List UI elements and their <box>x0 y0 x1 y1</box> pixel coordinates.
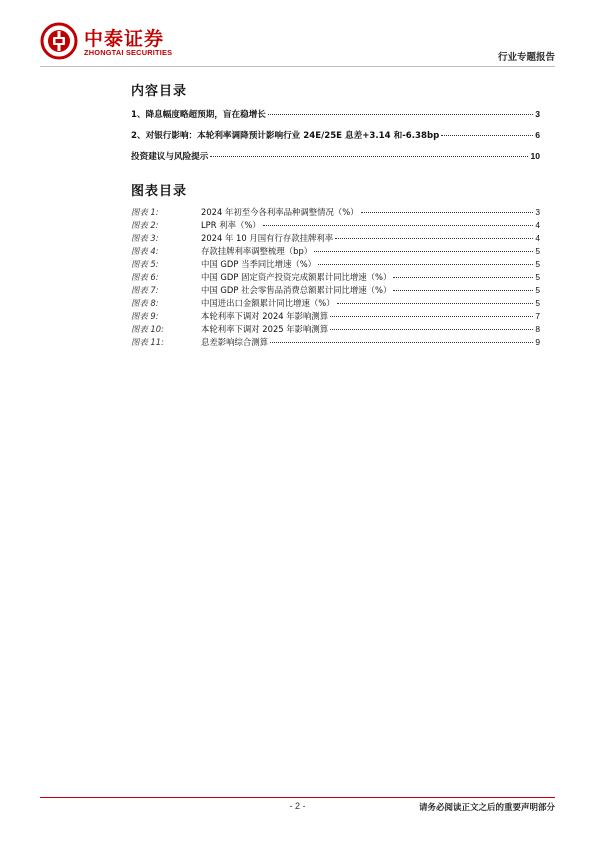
toc-entry-text: 2、对银行影响：本轮利率调降预计影响行业 24E/25E 息差+3.14 和-6.38bp <box>131 131 440 141</box>
dot-leader <box>335 237 533 239</box>
dot-leader <box>318 263 533 265</box>
figure-title: 本轮利率下调对 2024 年影响测算 <box>201 311 329 321</box>
figure-page: 5 <box>535 272 540 282</box>
figure-label: 图表 8: <box>131 298 159 308</box>
dot-leader <box>314 250 533 252</box>
toc-entry-text: 1、降息幅度略超预期，盲在稳增长 <box>131 110 266 120</box>
figure-page: 4 <box>535 233 540 243</box>
page-number: - 2 - <box>289 801 306 811</box>
dot-leader <box>393 289 533 291</box>
page-header <box>40 22 555 66</box>
figure-title: LPR 利率（%） <box>201 220 261 230</box>
figure-entry[interactable] <box>131 271 540 283</box>
figure-page: 7 <box>535 311 540 321</box>
figure-label: 图表 6: <box>131 272 159 282</box>
dot-leader <box>337 302 534 304</box>
toc-title: 内容目录 <box>131 84 188 99</box>
figure-title: 中国 GDP 当季同比增速（%） <box>201 259 317 269</box>
figure-entry[interactable] <box>131 297 540 309</box>
figure-label: 图表 2: <box>131 220 159 230</box>
figure-title: 中国 GDP 社会零售品消费总额累计同比增速（%） <box>201 285 392 295</box>
figure-entry[interactable] <box>131 206 540 218</box>
figure-page: 9 <box>535 337 540 347</box>
figure-label: 图表 1: <box>131 207 159 217</box>
figure-page: 4 <box>535 220 540 230</box>
toc-entry-page: 3 <box>535 109 540 119</box>
dot-leader <box>330 315 533 317</box>
figure-entry[interactable] <box>131 245 540 257</box>
figure-page: 5 <box>535 285 540 295</box>
figure-title: 本轮利率下调对 2025 年影响测算 <box>201 324 329 334</box>
zhongtai-logo-icon <box>40 22 78 60</box>
figure-title: 2024 年初至今各利率品种调整情况（%） <box>201 207 359 217</box>
figure-label: 图表 7: <box>131 285 159 295</box>
toc-entry[interactable] <box>131 108 540 120</box>
toc-entry-text: 投资建议与风险提示 <box>131 152 209 162</box>
figure-title: 息差影响综合测算 <box>201 337 268 347</box>
brand-name-en: ZHONGTAI SECURITIES <box>84 48 173 57</box>
figure-page: 8 <box>535 324 540 334</box>
dot-leader <box>361 211 534 213</box>
figure-label: 图表 3: <box>131 233 159 243</box>
company-logo <box>40 22 240 62</box>
brand-name-cn: 中泰证券 <box>84 28 165 50</box>
figure-page: 5 <box>535 298 540 308</box>
figure-entry[interactable] <box>131 258 540 270</box>
figure-page: 3 <box>535 207 540 217</box>
figure-title: 中国 GDP 固定资产投资完成额累计同比增速（%） <box>201 272 392 282</box>
header-divider <box>40 66 555 67</box>
figure-entry[interactable] <box>131 323 540 335</box>
figure-entry[interactable] <box>131 310 540 322</box>
dot-leader <box>268 113 533 115</box>
dot-leader <box>210 155 528 157</box>
figure-title: 中国进出口金额累计同比增速（%） <box>201 298 335 308</box>
figure-list-title: 图表目录 <box>131 184 188 199</box>
figure-label: 图表 10: <box>131 324 164 334</box>
dot-leader <box>263 224 534 226</box>
toc-entry[interactable] <box>131 129 540 141</box>
figure-label: 图表 9: <box>131 311 159 321</box>
report-type-label: 行业专题报告 <box>497 52 555 63</box>
figure-label: 图表 5: <box>131 259 159 269</box>
figure-title: 2024 年 10 月国有行存款挂牌利率 <box>201 233 334 243</box>
figure-title: 存款挂牌利率调整梳理（bp） <box>201 246 313 256</box>
toc-entry-page: 6 <box>535 130 540 140</box>
dot-leader <box>270 341 533 343</box>
dot-leader <box>330 328 533 330</box>
figure-label: 图表 11: <box>131 337 164 347</box>
disclaimer-note: 请务必阅读正文之后的重要声明部分 <box>418 803 555 813</box>
figure-page: 5 <box>535 246 540 256</box>
figure-entry[interactable] <box>131 219 540 231</box>
figure-entry[interactable] <box>131 232 540 244</box>
dot-leader <box>441 134 533 136</box>
toc-entry-page: 10 <box>530 151 540 161</box>
figure-label: 图表 4: <box>131 246 159 256</box>
toc-entry[interactable] <box>131 150 540 162</box>
figure-page: 5 <box>535 259 540 269</box>
dot-leader <box>393 276 533 278</box>
figure-entry[interactable] <box>131 336 540 348</box>
figure-entry[interactable] <box>131 284 540 296</box>
footer-divider <box>40 797 555 798</box>
